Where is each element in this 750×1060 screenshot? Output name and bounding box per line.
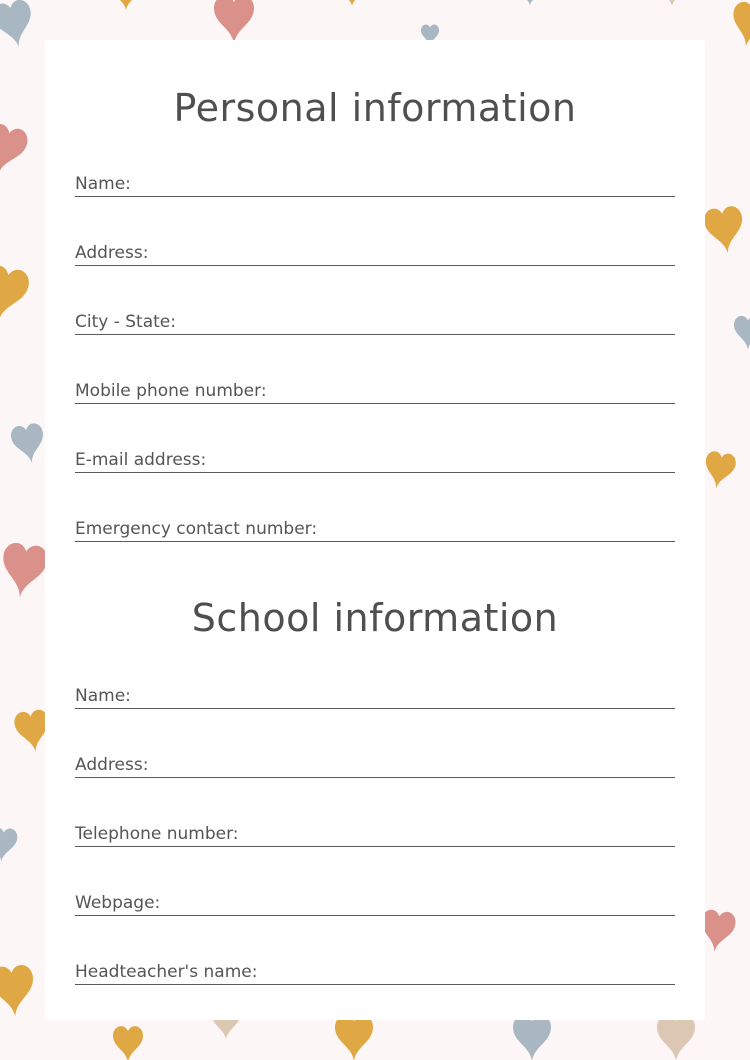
heart-shape [214,0,254,44]
heart-shape [0,263,31,324]
email-address-label: E-mail address: [75,450,207,470]
heart-shape [0,827,18,863]
school-information-title: School information [191,596,559,640]
heart-shape [0,541,49,600]
school-name-label: Name: [75,686,131,706]
personal-information-title: Personal information [173,86,577,130]
heart-shape [734,316,750,350]
email-address-field[interactable] [75,446,675,473]
emergency-contact-label: Emergency contact number: [75,519,318,539]
personal-address-field[interactable] [75,239,675,266]
telephone-number-label: Telephone number: [75,824,239,844]
heart-shape [0,964,36,1018]
heart-shape [728,0,750,49]
heart-shape [113,1026,143,1060]
webpage-field[interactable] [75,889,675,916]
mobile-phone-label: Mobile phone number: [75,381,267,401]
school-address-label: Address: [75,755,149,775]
heart-shape [0,0,37,51]
headteacher-name-label: Headteacher's name: [75,962,258,982]
school-name-field[interactable] [75,682,675,709]
heart-shape [513,1015,551,1060]
heart-shape [703,205,747,256]
personal-name-field[interactable] [75,170,675,197]
school-address-field[interactable] [75,751,675,778]
city-state-label: City - State: [75,312,176,332]
heart-shape [0,121,30,178]
heart-shape [657,1015,695,1060]
heart-shape [343,0,361,6]
personal-name-label: Name: [75,174,131,194]
heart-shape [663,0,681,6]
mobile-phone-field[interactable] [75,377,675,404]
heart-shape [522,0,538,6]
form-sheet [45,40,705,1020]
personal-address-label: Address: [75,243,149,263]
emergency-contact-field[interactable] [75,515,675,542]
heart-shape [9,422,47,466]
heart-shape [701,450,737,491]
heart-shape [114,0,138,10]
webpage-label: Webpage: [75,893,161,913]
headteacher-name-field[interactable] [75,958,675,985]
heart-shape [335,1015,373,1060]
telephone-number-field[interactable] [75,820,675,847]
city-state-field[interactable] [75,308,675,335]
